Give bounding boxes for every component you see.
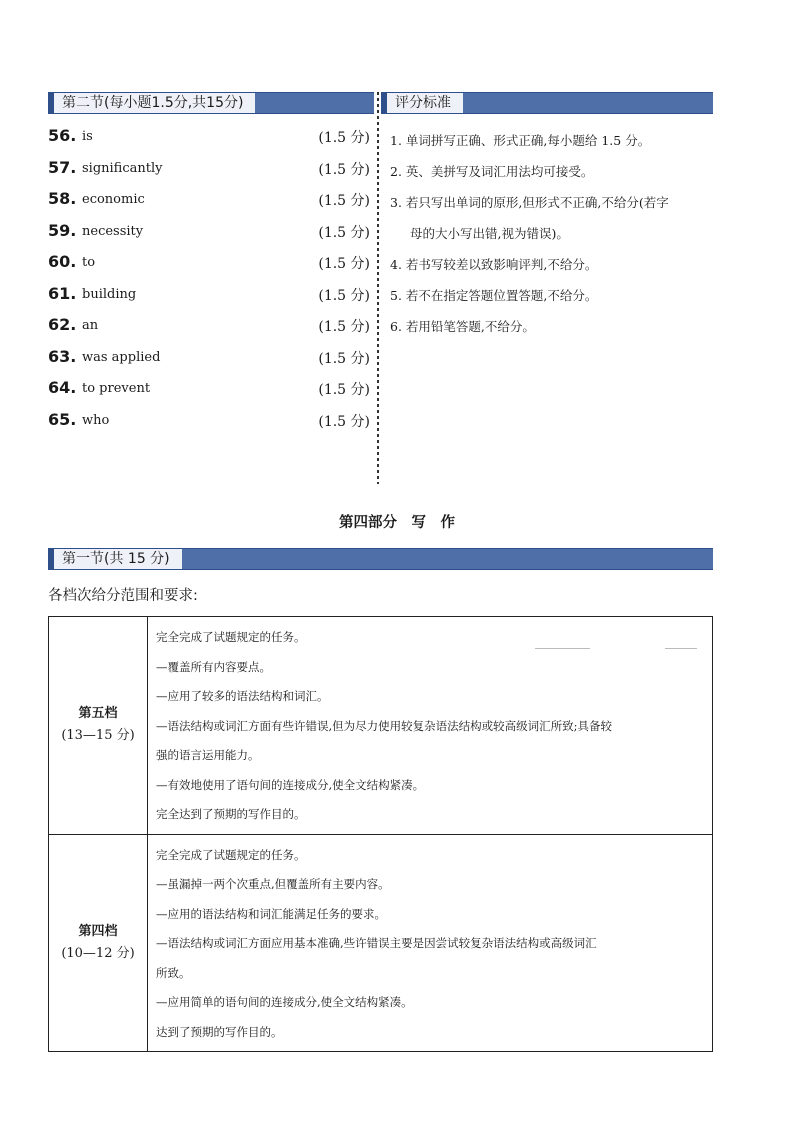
- level-cell: [49, 617, 148, 835]
- answer-row: [48, 185, 374, 217]
- answer-points: (1.5 分): [318, 319, 370, 335]
- answer-number: 57.: [48, 157, 77, 177]
- section2-header-bar: [48, 92, 374, 114]
- column-divider: [377, 92, 379, 484]
- level-line: 完全完成了试题规定的任务。: [156, 630, 306, 644]
- answer-row: [48, 154, 374, 186]
- answer-number: 65.: [48, 409, 77, 429]
- criteria-item: 3. 若只写出单词的原形,但形式不正确,不给分(若字: [390, 195, 669, 210]
- answer-number: 58.: [48, 189, 77, 208]
- answer-row: [48, 217, 374, 249]
- level-line: 达到了预期的写作目的。: [156, 1024, 283, 1039]
- level-line: —应用简单的语句间的连接成分,使全文结构紧凑。: [156, 995, 413, 1009]
- answer-points: (1.5 分): [318, 161, 370, 178]
- level-name: 第四档: [78, 923, 118, 939]
- answer-row: [48, 280, 374, 312]
- scan-mark: [535, 648, 590, 649]
- level-range: (10—12 分): [61, 945, 135, 961]
- section1-header-bar: [48, 548, 713, 570]
- criteria-item: 1. 单词拼写正确、形式正确,每小题给 1.5 分。: [390, 133, 651, 148]
- criteria-item: 母的大小写出错,视为错误)。: [410, 226, 569, 241]
- answer-text: building: [82, 286, 137, 302]
- answer-row: [48, 374, 374, 406]
- answer-number: 62.: [48, 315, 77, 334]
- level-line: 所致。: [156, 965, 191, 980]
- scoring-header-bar: [381, 92, 713, 114]
- part4-title: 第四部分 写 作: [339, 515, 455, 531]
- answer-text: to: [82, 255, 96, 270]
- answer-list: [48, 122, 374, 437]
- answer-row: [48, 343, 374, 375]
- level-description: [148, 834, 713, 1052]
- level-line: —虽漏掉一两个次重点,但覆盖所有主要内容。: [156, 877, 390, 891]
- criteria-item: 5. 若不在指定答题位置答题,不给分。: [390, 288, 598, 303]
- answer-number: 60.: [48, 252, 77, 271]
- level-name: 第五档: [78, 706, 118, 722]
- answer-text: necessity: [82, 223, 144, 239]
- level-description: [148, 617, 713, 835]
- level-line: —覆盖所有内容要点。: [156, 659, 271, 674]
- level-line: —语法结构或词汇方面有些许错误,但为尽力使用较复杂语法结构或较高级词汇所致;具备较: [156, 718, 613, 733]
- level-cell: [49, 834, 148, 1052]
- level-line: —应用的语法结构和词汇能满足任务的要求。: [156, 906, 386, 921]
- answer-number: 64.: [48, 378, 77, 397]
- criteria-item: 6. 若用铅笔答题,不给分。: [390, 319, 535, 334]
- answer-points: (1.5 分): [318, 287, 370, 304]
- level-line: 强的语言运用能力。: [156, 748, 260, 762]
- answer-row: [48, 248, 374, 280]
- answer-number: 59.: [48, 220, 77, 240]
- scoring-criteria: [390, 125, 720, 342]
- level-line: 完全达到了预期的写作目的。: [156, 807, 306, 821]
- answer-row: [48, 311, 374, 343]
- answer-text: who: [82, 412, 110, 428]
- level-line: —语法结构或词汇方面应用基本准确,些许错误主要是因尝试较复杂语法结构或高级词汇: [156, 936, 597, 950]
- criteria-item: 2. 英、美拼写及词汇用法均可接受。: [390, 164, 594, 179]
- levels-title: 各档次给分范围和要求:: [48, 588, 198, 604]
- scoring-header: 评分标准: [381, 93, 463, 113]
- level-range: (13—15 分): [61, 728, 135, 744]
- answer-number: 63.: [48, 346, 77, 366]
- table-row: [49, 834, 713, 1052]
- answer-row: [48, 122, 374, 154]
- section1-header: 第一节(共 15 分): [48, 549, 182, 569]
- section2-header: 第二节(每小题1.5分,共15分): [48, 93, 255, 113]
- answer-text: economic: [82, 192, 145, 207]
- answer-points: (1.5 分): [318, 256, 370, 272]
- table-row: [49, 617, 713, 835]
- answer-number: 61.: [48, 283, 77, 303]
- answer-row: [48, 406, 374, 438]
- answer-points: (1.5 分): [318, 413, 370, 430]
- answer-number: 56.: [48, 126, 77, 145]
- answer-text: an: [82, 318, 99, 333]
- level-line: 完全完成了试题规定的任务。: [156, 847, 306, 862]
- scan-mark: [665, 648, 697, 649]
- answer-text: is: [82, 129, 93, 144]
- answer-points: (1.5 分): [318, 130, 370, 146]
- criteria-item: 4. 若书写较差以致影响评判,不给分。: [390, 257, 598, 272]
- level-line: —有效地使用了语句间的连接成分,使全文结构紧凑。: [156, 777, 425, 792]
- answer-text: was applied: [82, 349, 161, 365]
- answer-points: (1.5 分): [318, 382, 370, 398]
- grading-table: [48, 616, 713, 1052]
- answer-points: (1.5 分): [318, 350, 370, 367]
- answer-text: to prevent: [82, 381, 151, 396]
- answer-text: significantly: [82, 160, 163, 176]
- answer-points: (1.5 分): [318, 193, 370, 209]
- answer-points: (1.5 分): [318, 224, 370, 241]
- level-line: —应用了较多的语法结构和词汇。: [156, 689, 329, 703]
